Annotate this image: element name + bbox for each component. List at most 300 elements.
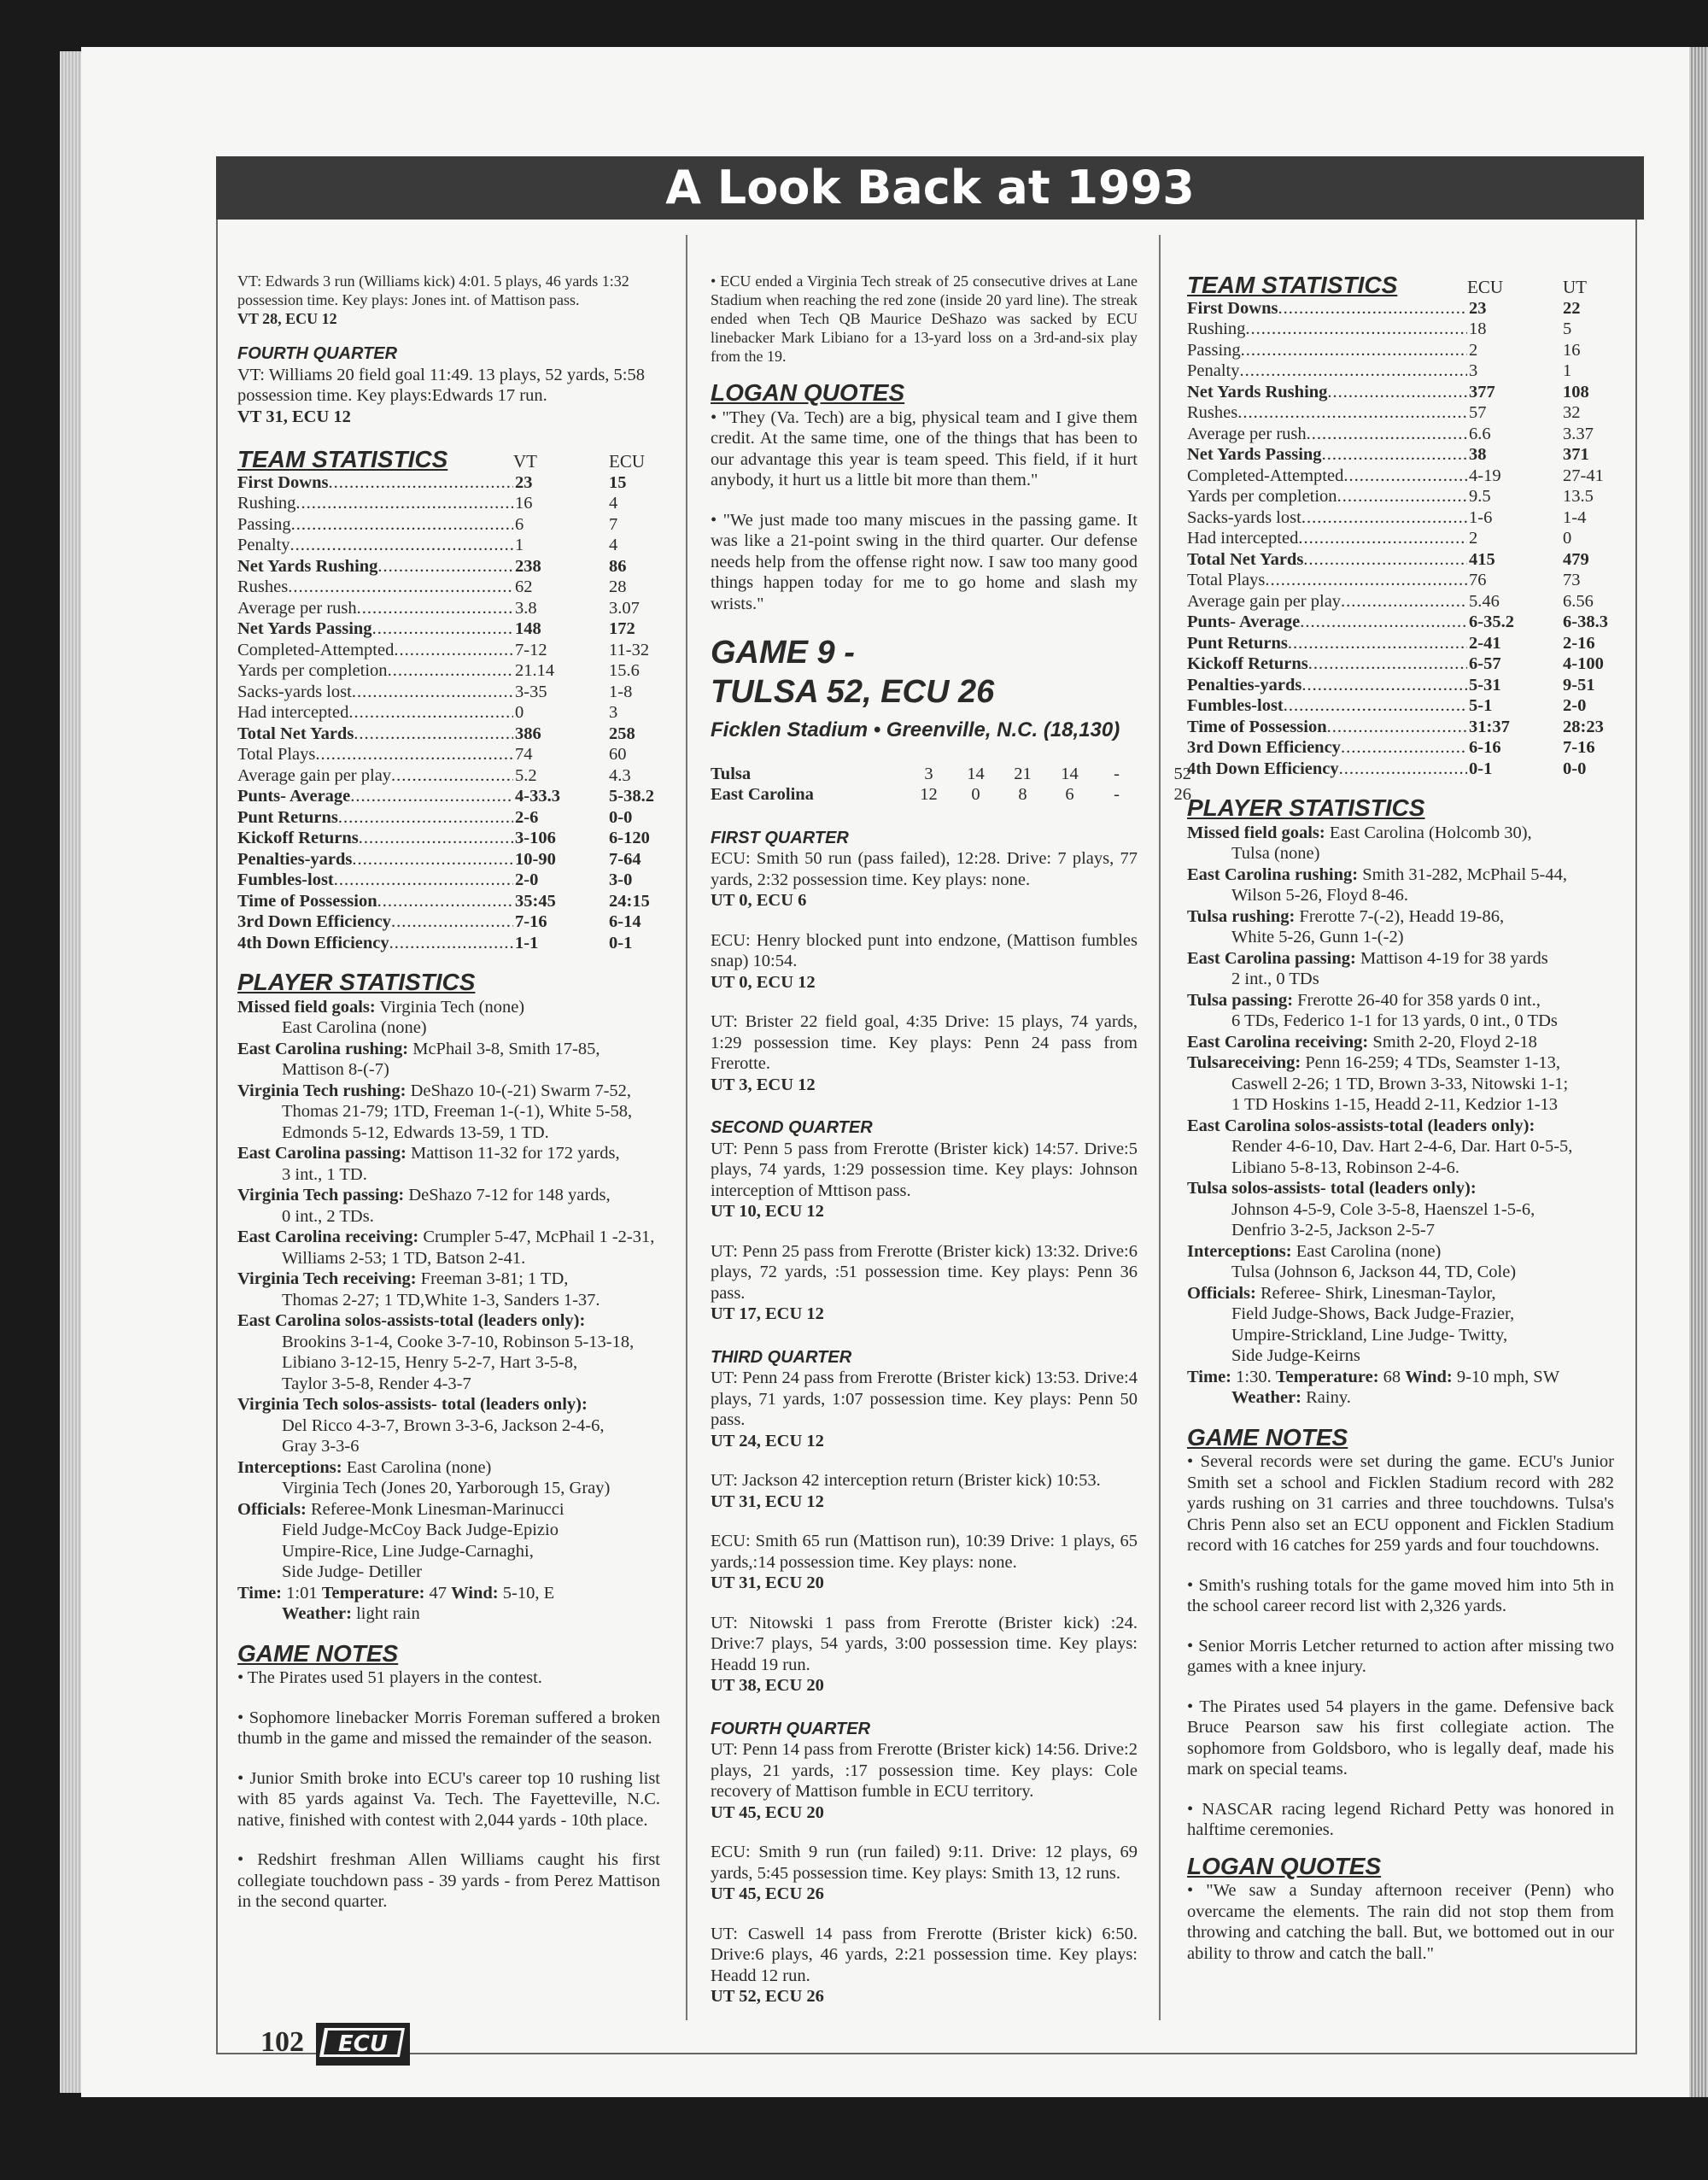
leader-dots (359, 828, 513, 849)
stat-row (237, 702, 660, 724)
play-text: UT: Penn 24 pass from Frerotte (Brister kick) 13:53. Drive:4 plays, 71 yards, 1:07 possession time. Key plays: Penn 50 pass. (711, 1368, 1138, 1429)
stat-value: 7-64 (609, 849, 641, 869)
player-stat-label: Tulsa solos-assists- total (leaders only): (1187, 1179, 1477, 1198)
spacer (711, 1823, 1138, 1842)
player-stat-continuation: Mattison 8-(-7) (282, 1060, 389, 1079)
play-text: UT: Penn 25 pass from Frerotte (Brister kick) 13:32. Drive:6 plays, 72 yards, :51 possession time. Key plays: Penn 36 pass. (711, 1241, 1138, 1303)
stat-label: Time of Possession (237, 891, 377, 911)
player-stat-entry (1187, 823, 1614, 844)
stat-value: 10-90 (515, 849, 556, 869)
stat-value: 1 (1563, 361, 1572, 380)
player-stat-label: Officials: (1187, 1283, 1256, 1303)
stat-label: 4th Down Efficiency (237, 933, 389, 952)
player-stats-list (1187, 823, 1614, 1367)
stat-value: 35:45 (515, 891, 556, 911)
temperature-value: 47 (429, 1583, 447, 1603)
stat-value: 2 (1469, 340, 1478, 360)
stat-row (237, 807, 660, 829)
quarter-heading: SECOND QUARTER (711, 1118, 873, 1137)
stat-value: 5 (1563, 319, 1572, 338)
player-stat-entry (1187, 1032, 1614, 1053)
stat-value: 24:15 (609, 891, 650, 911)
player-stat-continuation: Tulsa (Johnson 6, Jackson 44, TD, Cole) (1231, 1263, 1517, 1281)
play-text: UT: Penn 5 pass from Frerotte (Brister kick) 14:57. Drive:5 plays, 74 yards, 1:29 possession time. Key plays: Johnson interception of Mttison pass. (711, 1139, 1138, 1200)
final-score: 26 (1173, 785, 1191, 804)
stat-value: 0 (515, 703, 524, 722)
play-text: ECU: Smith 50 run (pass failed), 12:28. Drive: 7 plays, 77 yards, 2:32 possession time. Key plays: none. (711, 849, 1138, 889)
game-note: • The Pirates used 51 players in the contest. (237, 1668, 542, 1687)
player-stat-continuation: Side Judge- Detiller (282, 1562, 422, 1581)
stat-value: 15.6 (609, 661, 640, 680)
player-stat-label: East Carolina solos-assists-total (leaders only): (1187, 1116, 1535, 1135)
ecu-logo (316, 2023, 410, 2070)
section-heading: LOGAN QUOTES (711, 379, 905, 406)
stat-value: 258 (609, 724, 635, 743)
play-score: UT 45, ECU 20 (711, 1802, 824, 1822)
stat-label: Had intercepted (237, 703, 349, 722)
player-stat-value: Mattison 4-19 for 38 yards (1360, 948, 1548, 968)
quarter-score: 0 (971, 785, 980, 804)
quarter-score: 14 (967, 764, 985, 783)
player-stat-entry (237, 1143, 660, 1164)
stat-label: Penalty (1187, 361, 1240, 380)
stat-label: Yards per completion (1187, 487, 1337, 506)
game-title: TULSA 52, ECU 26 (711, 674, 995, 710)
play-score: UT 31, ECU 12 (711, 1491, 824, 1511)
stat-label: Net Yards Rushing (1187, 382, 1328, 401)
spacer (237, 1749, 660, 1768)
stat-label: Net Yards Passing (1187, 445, 1322, 464)
section-heading: GAME NOTES (237, 1639, 399, 1667)
stat-row (1187, 717, 1614, 738)
player-stat-value: Mattison 11-32 for 172 yards, (410, 1144, 620, 1163)
player-stat-continuation: White 5-26, Gunn 1-(-2) (1231, 928, 1404, 946)
stat-value: 21.14 (515, 661, 555, 680)
stat-value: 0-0 (609, 807, 633, 827)
player-stat-continuation: East Carolina (none) (282, 1018, 427, 1037)
player-stat-continuation: Thomas 2-27; 1 TD,White 1-3, Sanders 1-37. (282, 1290, 600, 1310)
stat-value: 3.37 (1563, 424, 1594, 443)
play-text: VT: Williams 20 field goal 11:49. 13 plays, 52 yards, 5:58 (237, 365, 646, 384)
stat-value: 3 (1469, 361, 1478, 380)
stat-row (1187, 549, 1614, 571)
leader-dots (377, 891, 513, 912)
leader-dots (1327, 717, 1467, 738)
player-stat-continuation: Tulsa (none) (1231, 844, 1320, 863)
stat-row (237, 765, 660, 787)
player-stat-continuation: Libiano 5-8-13, Robinson 2-4-6. (1231, 1157, 1460, 1177)
weather-label: Weather: (282, 1604, 352, 1623)
stat-value: 23 (1469, 298, 1487, 318)
stat-row (1187, 591, 1614, 612)
play-text: ECU: Smith 9 run (run failed) 9:11. Drive: 12 plays, 69 yards, 5:45 possession time. Key plays: Smith 13, 12 runs. (711, 1843, 1138, 1883)
stat-value: 0 (1563, 529, 1572, 548)
stat-label: Net Yards Rushing (237, 556, 378, 576)
player-stat-entry (1187, 1116, 1614, 1137)
play-score: UT 38, ECU 20 (711, 1676, 824, 1695)
spacer (1187, 1678, 1614, 1697)
spacer (711, 1512, 1138, 1531)
stat-value: 2 (1469, 529, 1478, 548)
stat-value: 4-100 (1563, 654, 1604, 673)
play-score: UT 10, ECU 12 (711, 1202, 824, 1221)
player-stat-continuation: 3 int., 1 TD. (282, 1164, 367, 1184)
stat-label: Fumbles-lost (237, 870, 334, 889)
stat-row (237, 472, 660, 494)
stat-value: 7-12 (515, 640, 547, 659)
leader-dots (1288, 633, 1467, 654)
stat-label: Fumbles-lost (1187, 696, 1284, 715)
leader-dots (1245, 319, 1467, 340)
wind-value: 5-10, E (502, 1583, 555, 1603)
stat-value: 1-4 (1563, 507, 1587, 527)
stat-label: First Downs (237, 472, 329, 492)
stat-label: Rushing (237, 494, 296, 513)
play-score: UT 3, ECU 12 (711, 1075, 816, 1094)
leader-dots (1341, 737, 1467, 759)
player-stat-value: Penn 16-259; 4 TDs, Seamster 1-13, (1305, 1053, 1560, 1072)
stat-row (1187, 319, 1614, 340)
team-stats-header (1187, 272, 1614, 298)
section-heading: TEAM STATISTICS (237, 446, 448, 472)
stat-value: 4-33.3 (515, 787, 560, 806)
stat-value: 27-41 (1563, 466, 1604, 485)
logo-text: ECU (338, 2031, 388, 2057)
leader-dots (328, 472, 513, 494)
player-stat-entry (237, 1185, 660, 1206)
player-stat-continuation: 6 TDs, Federico 1-1 for 13 yards, 0 int., 0 TDs (1231, 1011, 1558, 1030)
player-stat-value: East Carolina (none) (346, 1457, 492, 1477)
stat-value: 0-1 (1469, 759, 1493, 778)
stat-value: 15 (609, 472, 627, 492)
player-stat-label: Missed field goals: (1187, 823, 1325, 842)
quote-paragraph: • "We saw a Sunday afternoon receiver (Penn) who overcame the elements. The rain did not stop them from throwing and catching the ball. But, we bottomed out in our ability to throw and catch the ball." (1187, 1881, 1614, 1963)
quarter-heading: FOURTH QUARTER (711, 1719, 871, 1738)
leader-dots (1284, 695, 1467, 717)
page-number: 102 (260, 2026, 304, 2058)
spacer (1187, 1780, 1614, 1799)
leader-dots (1301, 675, 1467, 696)
stat-value: 74 (515, 745, 533, 764)
play-score: UT 45, ECU 26 (711, 1884, 824, 1903)
leader-dots (354, 724, 513, 745)
stat-row (1187, 737, 1614, 759)
player-stat-label: East Carolina solos-assists-total (leaders only): (237, 1311, 586, 1330)
stat-value: 60 (609, 745, 627, 764)
stat-value: 73 (1563, 571, 1581, 589)
leader-dots (1341, 591, 1467, 612)
player-stat-value: Referee-Monk Linesman-Marinucci (310, 1499, 564, 1519)
stat-row (237, 660, 660, 682)
player-stat-label: Interceptions: (1187, 1241, 1292, 1261)
stat-value: 38 (1469, 445, 1487, 464)
stat-row (237, 870, 660, 891)
stat-value: 172 (609, 619, 635, 638)
stat-value: 3-35 (515, 682, 547, 701)
stat-value: 108 (1563, 382, 1589, 401)
quarter-score: - (1114, 764, 1120, 783)
stat-value: 3.07 (609, 598, 640, 618)
leader-dots (391, 911, 513, 933)
stat-label: 4th Down Efficiency (1187, 759, 1339, 778)
player-stat-entry (237, 1081, 660, 1102)
player-stat-continuation: 0 int., 2 TDs. (282, 1206, 374, 1226)
linescore-table (711, 764, 1191, 806)
spacer (1187, 1617, 1614, 1636)
final-score: 52 (1173, 764, 1191, 783)
player-stat-label: Virginia Tech passing: (237, 1186, 405, 1204)
stat-value: 4-19 (1469, 466, 1501, 485)
player-stat-continuation: Johnson 4-5-9, Cole 3-5-8, Haenszel 1-5-6, (1231, 1199, 1535, 1219)
spacer (237, 1689, 660, 1708)
column-divider (1159, 235, 1161, 2020)
stat-value: 4 (609, 536, 618, 554)
intro-line: possession time. Key plays: Jones int. of Mattison pass. (237, 291, 580, 308)
stat-label: Punts- Average (237, 787, 351, 806)
player-stat-continuation: Field Judge-Shows, Back Judge-Frazier, (1231, 1304, 1515, 1323)
stat-row (237, 828, 660, 849)
player-stat-entry (1187, 1283, 1614, 1304)
player-stat-value: Frerotte 26-40 for 358 yards 0 int., (1297, 990, 1541, 1010)
play-score: UT 0, ECU 6 (711, 891, 807, 910)
player-stat-value: DeShazo 10-(-21) Swarm 7-52, (410, 1081, 632, 1100)
stat-value: 6.6 (1469, 424, 1491, 443)
quarter-score: 14 (1061, 764, 1079, 783)
stat-value: 28:23 (1563, 717, 1604, 736)
stat-value: 11-32 (609, 640, 650, 659)
leader-dots (1240, 360, 1468, 382)
stat-label: Total Net Yards (237, 724, 354, 743)
linescore-row (711, 764, 1191, 785)
stat-row (237, 911, 660, 933)
player-stat-label: East Carolina rushing: (237, 1039, 409, 1058)
stat-value: 377 (1469, 382, 1495, 401)
leader-dots (372, 618, 513, 640)
player-stat-continuation: Side Judge-Keirns (1231, 1346, 1360, 1365)
player-stat-label: Missed field goals: (237, 997, 376, 1017)
game-note: • Senior Morris Letcher returned to action after missing two games with a knee injury. (1187, 1636, 1614, 1676)
player-stat-value: Smith 31-282, McPhail 5-44, (1362, 864, 1567, 884)
quote-paragraph: • "They (Va. Tech) are a big, physical team and I give them credit. At the same time, one of the things that has been to our advantage this year is team speed. This field, if it hurt anybody, it hurt us a little bit more than them." (711, 407, 1138, 489)
stat-value: 1-1 (515, 933, 539, 952)
stat-label: 3rd Down Efficiency (237, 912, 391, 931)
leader-dots (1237, 402, 1467, 424)
leader-dots (1339, 759, 1467, 780)
stat-label: Total Plays (237, 745, 316, 764)
stat-row (237, 682, 660, 703)
spacer (1187, 1556, 1614, 1575)
stat-value: 22 (1563, 298, 1581, 318)
team-name-text: Tulsa (711, 764, 752, 783)
spacer (237, 1831, 660, 1849)
temperature-label: Temperature: (321, 1583, 425, 1603)
stat-value: 3-106 (515, 829, 556, 847)
stat-value: 57 (1469, 403, 1487, 422)
player-stat-continuation: Brookins 3-1-4, Cooke 3-7-10, Robinson 5-13-18, (282, 1332, 635, 1351)
stat-label: Yards per completion (237, 661, 388, 680)
player-stat-value: Referee- Shirk, Linesman-Taylor, (1260, 1283, 1496, 1303)
player-stat-label: Tulsa rushing: (1187, 906, 1296, 926)
stat-value: 13.5 (1563, 487, 1594, 506)
player-stat-continuation: Libiano 3-12-15, Henry 5-2-7, Hart 3-5-8, (282, 1353, 578, 1372)
stat-value: 2-0 (515, 870, 539, 889)
weather-value: Rainy. (1306, 1388, 1351, 1407)
weather-value: light rain (356, 1604, 420, 1623)
player-stat-continuation: Denfrio 3-2-5, Jackson 2-5-7 (1231, 1221, 1435, 1239)
stat-value: 371 (1563, 445, 1589, 464)
time-value: 1:30. (1236, 1367, 1272, 1386)
stat-value: 9.5 (1469, 487, 1491, 506)
player-stat-continuation: Virginia Tech (Jones 20, Yarborough 15, Gray) (282, 1479, 611, 1497)
player-stat-label: East Carolina passing: (1187, 948, 1356, 968)
linescore-row (711, 784, 1191, 806)
leader-dots (1298, 528, 1467, 549)
stat-row (1187, 486, 1614, 507)
spacer (711, 911, 1138, 930)
quarter-heading: THIRD QUARTER (711, 1347, 852, 1367)
temperature-label: Temperature: (1275, 1367, 1379, 1386)
wind-label: Wind: (451, 1583, 499, 1603)
column-left (237, 272, 660, 1913)
stat-row (237, 598, 660, 619)
leader-dots (290, 535, 514, 556)
play-text: possession time. Key plays:Edwards 17 run. (237, 386, 547, 405)
stat-label: Punt Returns (237, 807, 338, 827)
stat-value: 3 (609, 703, 618, 722)
play-score: UT 52, ECU 26 (711, 1987, 824, 2006)
stat-label: Had intercepted (1187, 529, 1299, 548)
banner-title: A Look Back at 1993 (216, 156, 1644, 220)
leader-dots (352, 849, 513, 870)
stat-value: 32 (1563, 403, 1581, 422)
leader-dots (1308, 653, 1467, 675)
team-stats-table (237, 472, 660, 954)
stat-value: 7-16 (515, 912, 547, 931)
player-stat-entry (237, 1227, 660, 1248)
player-stat-entry (237, 1310, 660, 1332)
stat-row (1187, 612, 1614, 633)
leader-dots (388, 660, 513, 682)
quarter-heading: FOURTH QUARTER (237, 344, 398, 363)
stat-value: 2-0 (1563, 696, 1587, 715)
play-text: ECU: Henry blocked punt into endzone, (Mattison fumbles snap) 10:54. (711, 930, 1138, 970)
stat-value: 6-16 (1469, 738, 1501, 757)
stat-label: Kickoff Returns (237, 829, 359, 847)
stat-row (1187, 759, 1614, 780)
player-stat-continuation: Taylor 3-5-8, Render 4-3-7 (282, 1374, 471, 1393)
leader-dots (350, 786, 513, 807)
leader-dots (357, 598, 513, 619)
stat-label: Completed-Attempted (237, 640, 395, 659)
player-stat-label: Tulsareceiving: (1187, 1053, 1301, 1072)
stat-label: Average gain per play (1187, 591, 1342, 611)
player-stat-value: Freeman 3-81; 1 TD, (420, 1269, 569, 1288)
player-stat-continuation: Wilson 5-26, Floyd 8-46. (1231, 886, 1409, 905)
leader-dots (1241, 340, 1467, 361)
game-note: • Sophomore linebacker Morris Foreman suffered a broken thumb in the game and missed the remainder of the season. (237, 1708, 660, 1748)
stat-row (1187, 528, 1614, 549)
stat-value: 1 (515, 536, 524, 554)
stat-value: 7-16 (1563, 738, 1595, 757)
quarter-heading: FIRST QUARTER (711, 828, 849, 847)
play-text: UT: Penn 14 pass from Frerotte (Brister kick) 14:56. Drive:2 plays, 21 yards, :17 possession time. Key plays: Cole recovery of Mattison fumble in ECU territory. (711, 1740, 1138, 1801)
stat-value: 3-0 (609, 870, 633, 889)
quote-paragraph: • "We just made too many miscues in the passing game. It was like a 21-point swing in the third quarter. Our defense needs help from the offense right now. I saw too many good things happen today for me to go home and slash my wrists." (711, 510, 1138, 613)
stat-value: 148 (515, 619, 541, 638)
leader-dots (295, 493, 513, 514)
stat-label: Penalty (237, 536, 290, 554)
play-text: ECU: Smith 65 run (Mattison run), 10:39 Drive: 1 plays, 65 yards,:14 possession time. Key plays: none. (711, 1532, 1138, 1572)
stat-value: 5-38.2 (609, 787, 654, 806)
stat-label: Sacks-yards lost (1187, 507, 1301, 527)
section-heading: PLAYER STATISTICS (237, 969, 476, 995)
player-stat-label: Officials: (237, 1499, 307, 1519)
player-stat-value: East Carolina (none) (1296, 1241, 1442, 1261)
stat-row (1187, 695, 1614, 717)
player-stat-label: Virginia Tech solos-assists- total (leaders only): (237, 1395, 588, 1414)
player-stat-label: East Carolina receiving: (1187, 1032, 1369, 1052)
quarter-score: 12 (920, 785, 938, 804)
leader-dots (394, 640, 513, 661)
stat-row (237, 933, 660, 954)
quarter-score: - (1114, 785, 1120, 804)
stat-row (237, 724, 660, 745)
leader-dots (338, 807, 513, 829)
time-label: Time: (237, 1583, 283, 1603)
section-heading: PLAYER STATISTICS (1187, 794, 1425, 821)
player-stat-continuation: Thomas 21-79; 1TD, Freeman 1-(-1), White 5-58, (282, 1102, 633, 1121)
stat-row (237, 556, 660, 577)
stat-label: 3rd Down Efficiency (1187, 738, 1341, 757)
spacer (711, 1451, 1138, 1470)
stat-value: 1-6 (1469, 507, 1493, 527)
game-note: • Redshirt freshman Allen Williams caught his first collegiate touchdown pass - 39 yards - from Perez Mattison in the second quarter. (237, 1850, 660, 1911)
player-stat-label: East Carolina receiving: (237, 1228, 419, 1246)
play-text: UT: Caswell 14 pass from Frerotte (Brister kick) 6:50. Drive:6 plays, 46 yards, 2:21 possession time. Key plays: Headd 12 run. (711, 1924, 1138, 1985)
stat-row (1187, 633, 1614, 654)
stat-row (1187, 298, 1614, 319)
player-stat-label: Interceptions: (237, 1457, 342, 1477)
stat-value: 5-31 (1469, 675, 1501, 694)
player-stats-list (237, 997, 660, 1583)
stat-value: 7 (609, 514, 618, 534)
stat-label: Total Plays (1187, 571, 1266, 589)
stat-column-header: ECU (609, 451, 645, 472)
stat-value: 5-1 (1469, 696, 1493, 715)
team-name-text: East Carolina (711, 785, 814, 804)
player-stat-entry (1187, 864, 1614, 886)
stat-row (237, 640, 660, 661)
player-stat-continuation: Del Ricco 4-3-7, Brown 3-3-6, Jackson 2-4-6, (282, 1415, 605, 1435)
stat-value: 479 (1563, 549, 1589, 569)
leader-dots (1265, 570, 1467, 591)
stat-label: Time of Possession (1187, 717, 1327, 736)
stat-value: 415 (1469, 549, 1495, 569)
stat-value: 86 (609, 556, 627, 576)
leader-dots (291, 514, 513, 536)
spacer (711, 1222, 1138, 1241)
player-stat-entry (237, 997, 660, 1018)
game-note: • Junior Smith broke into ECU's career top 10 rushing list with 85 yards against Va. Tech. The Fayetteville, N.C. native, finished with contest with 2,044 yards - 10th place. (237, 1768, 660, 1830)
leader-dots (377, 556, 513, 577)
stat-row (1187, 402, 1614, 424)
play-score: UT 31, ECU 20 (711, 1573, 824, 1592)
player-stat-entry (1187, 1052, 1614, 1074)
player-stat-continuation: Edmonds 5-12, Edwards 13-59, 1 TD. (282, 1122, 549, 1142)
player-stat-entry (237, 1039, 660, 1060)
stat-value: 5.2 (515, 765, 537, 785)
stat-label: Net Yards Passing (237, 619, 372, 638)
